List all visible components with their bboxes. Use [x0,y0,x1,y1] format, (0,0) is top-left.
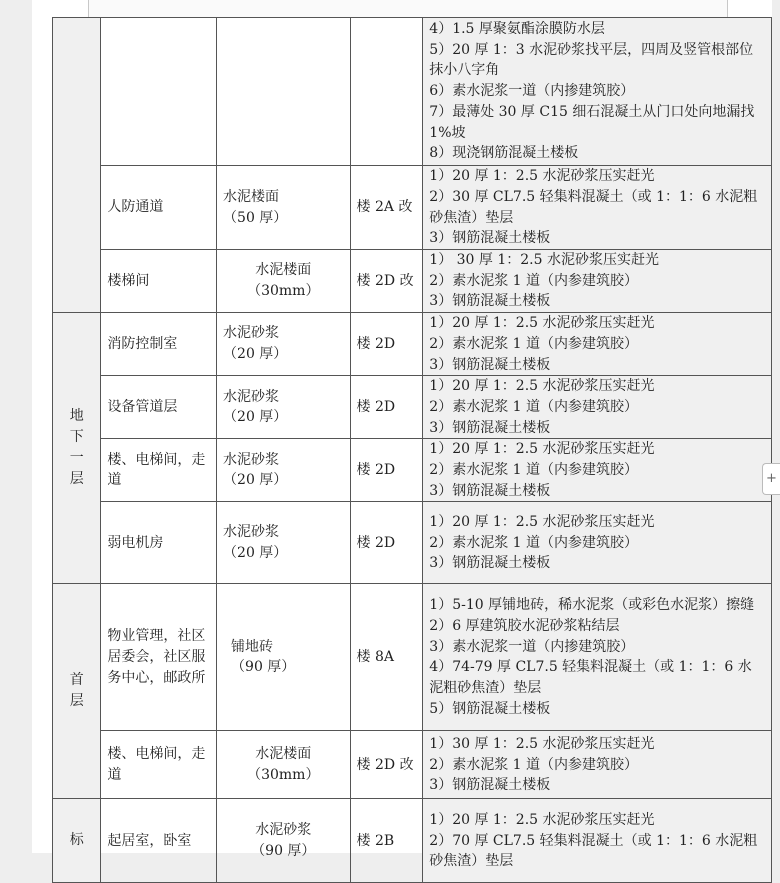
table-row [53,731,772,799]
steps-cell [423,799,772,883]
step-line: 1）5-10 厚铺地砖，稀水泥浆（或彩色水泥浆）擦缝 [429,597,755,614]
step-line: 1）20 厚 1：2.5 水泥砂浆压实赶光 [429,513,655,530]
table-row [53,250,772,313]
steps-cell [423,166,772,250]
step-line: 1）20 厚 1：2.5 水泥砂浆压实赶光 [429,378,655,395]
code-cell: 楼 2D 改 [350,731,423,799]
step-line: 3）钢筋混凝土楼板 [429,419,551,436]
step-line: 3）钢筋混凝土楼板 [429,356,551,373]
table-row [53,18,772,166]
finish-cell: 水泥砂浆 （20 厚） [217,313,350,376]
table-row [53,439,772,502]
step-line: 2）素水泥浆 1 道（内参建筑胶） [429,756,638,773]
step-line: 2）素水泥浆 1 道（内参建筑胶） [429,398,638,415]
room-cell: 起居室，卧室 [101,799,217,883]
floor-label: 首层 [69,672,84,710]
code-cell: 楼 2D [350,313,423,376]
steps-cell [423,18,772,166]
finish-cell: 铺地砖 （90 厚） [217,584,350,731]
steps-cell [423,439,772,502]
table-row [53,584,772,731]
floor-cell [53,313,101,584]
step-line: 7）最薄处 30 厚 C15 细石混凝土从门口处向地漏找 1%坡 [429,103,755,141]
table-row [53,313,772,376]
code-cell: 楼 2D [350,502,423,584]
floor-cell [53,799,101,883]
code-cell: 楼 2B [350,799,423,883]
floor-finish-table [52,17,772,883]
code-cell: 楼 2D [350,376,423,439]
step-line: 3）钢筋混凝土楼板 [429,555,551,572]
floor-label: 地下一层 [69,408,84,488]
steps-cell [423,502,772,584]
code-cell: 楼 2D 改 [350,250,423,313]
expand-button[interactable]: + [762,463,780,495]
step-line: 2）素水泥浆 1 道（内参建筑胶） [429,462,638,479]
step-line: 3）钢筋混凝土楼板 [429,230,551,247]
finish-cell: 水泥砂浆 （20 厚） [217,502,350,584]
steps-cell [423,250,772,313]
table-row [53,376,772,439]
steps-cell [423,731,772,799]
finish-cell: 水泥砂浆 （20 厚） [217,439,350,502]
finish-cell: 水泥楼面 （50 厚） [217,166,350,250]
floor-label: 标 [69,832,84,849]
step-line: 2）素水泥浆 1 道（内参建筑胶） [429,534,638,551]
steps-cell [423,584,772,731]
step-line: 1）20 厚 1：2.5 水泥砂浆压实赶光 [429,315,655,332]
steps-cell [423,376,772,439]
room-cell: 设备管道层 [101,376,217,439]
table-row [53,502,772,584]
step-line: 3）钢筋混凝土楼板 [429,482,551,499]
finish-cell: 水泥砂浆 （20 厚） [217,376,350,439]
code-cell: 楼 2D [350,439,423,502]
step-line: 3）素水泥浆一道（内掺建筑胶） [429,638,635,655]
table-row [53,799,772,883]
step-line: 8）现浇钢筋混凝土楼板 [429,145,579,162]
room-cell: 楼梯间 [101,250,217,313]
table-row [53,166,772,250]
step-line: 2）素水泥浆 1 道（内参建筑胶） [429,272,638,289]
step-line: 2）70 厚 CL7.5 轻集料混凝土（或 1：1：6 水泥粗砂焦渣）垫层 [429,832,758,870]
step-line: 1）20 厚 1：2.5 水泥砂浆压实赶光 [429,441,655,458]
floor-cell [53,18,101,313]
room-cell [101,18,217,166]
step-line: 1）20 厚 1：2.5 水泥砂浆压实赶光 [429,168,655,185]
finish-cell: 水泥砂浆 （90 厚） [217,799,350,883]
room-cell: 人防通道 [101,166,217,250]
room-cell: 物业管理，社区居委会，社区服务中心，邮政所 [101,584,217,731]
step-line: 1）30 厚 1：2.5 水泥砂浆压实赶光 [429,735,655,752]
step-line: 2）30 厚 CL7.5 轻集料混凝土（或 1：1：6 水泥粗砂焦渣）垫层 [429,188,758,226]
finish-cell: 水泥楼面 （30mm） [217,731,350,799]
step-line: 2）6 厚建筑胶水泥砂浆粘结层 [429,618,620,635]
step-line: 4）1.5 厚聚氨酯涂膜防水层 [429,21,605,38]
step-line: 5）钢筋混凝土楼板 [429,700,551,717]
code-cell: 楼 2A 改 [350,166,423,250]
room-cell: 楼、电梯间，走道 [101,731,217,799]
step-line: 2）素水泥浆 1 道（内参建筑胶） [429,335,638,352]
room-cell: 弱电机房 [101,502,217,584]
floor-cell [53,584,101,799]
finish-cell: 水泥楼面 （30mm） [217,250,350,313]
header-margin-rule [88,0,728,18]
step-line: 5）20 厚 1：3 水泥砂浆找平层，四周及竖管根部位抹小八字角 [429,41,754,79]
room-cell: 楼、电梯间，走道 [101,439,217,502]
step-line: 1） 30 厚 1：2.5 水泥砂浆压实赶光 [429,252,659,268]
steps-cell [423,313,772,376]
code-cell: 楼 8A [350,584,423,731]
document-page [32,0,772,870]
step-line: 3）钢筋混凝土楼板 [429,293,551,310]
step-line: 1）20 厚 1：2.5 水泥砂浆压实赶光 [429,811,655,828]
step-line: 3）钢筋混凝土楼板 [429,777,551,794]
room-cell: 消防控制室 [101,313,217,376]
step-line: 4）74-79 厚 CL7.5 轻集料混凝土（或 1：1：6 水泥粗砂焦渣）垫层 [429,659,752,697]
code-cell [350,18,423,166]
finish-cell [217,18,350,166]
step-line: 6）素水泥浆一道（内掺建筑胶） [429,83,635,100]
